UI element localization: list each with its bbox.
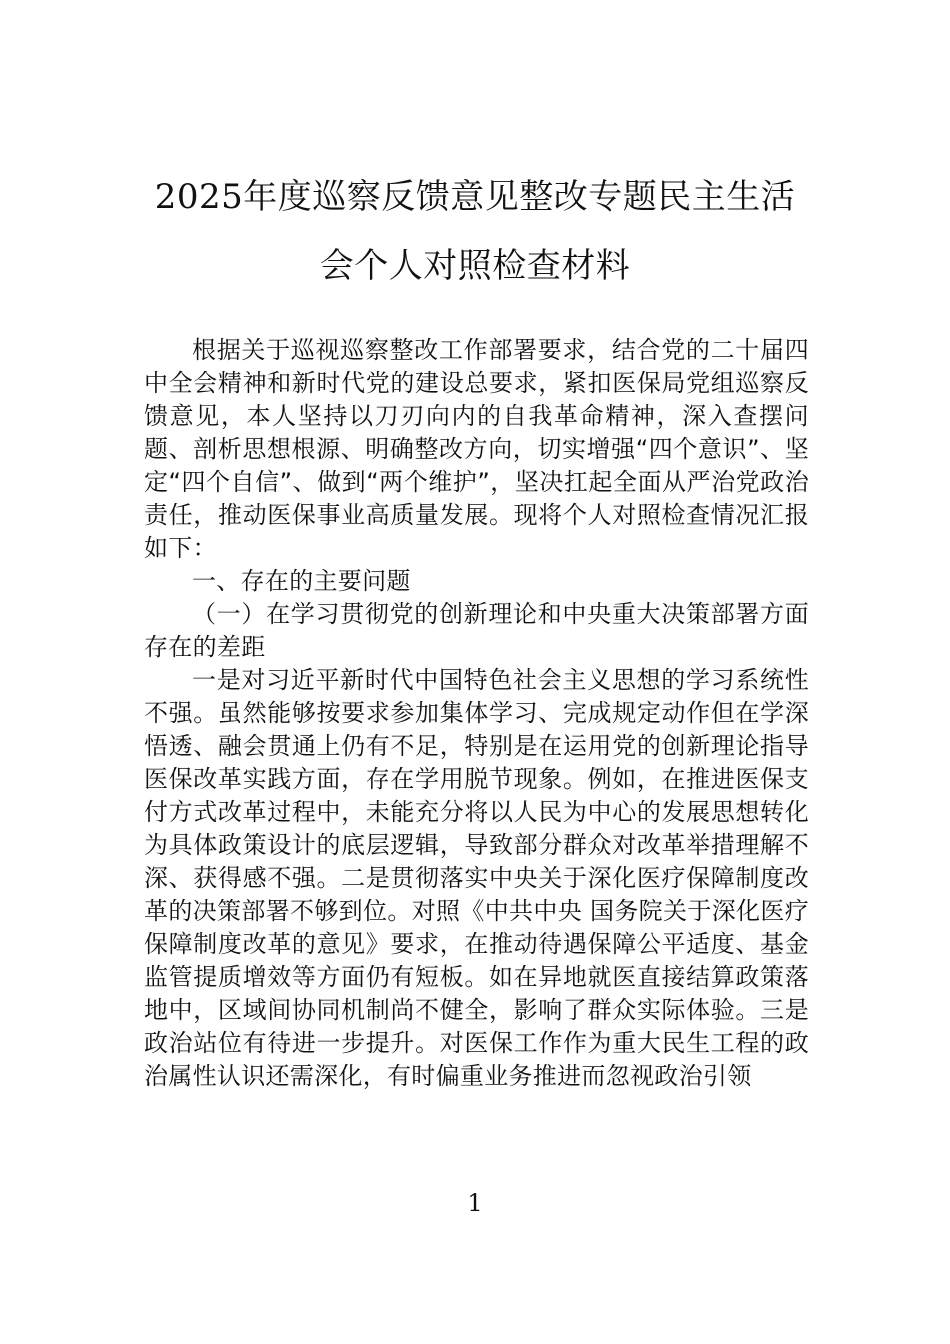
intro-paragraph: 根据关于巡视巡察整改工作部署要求，结合党的二十届四中全会精神和新时代党的建设总要求，紧扣医保局党组巡察反馈意见，本人坚持以刀刃向内的自我革命精神，深入查摆问题、剖析思想根源、明确整改方向，切实增强“四个意识”、坚定“四个自信”、做到“两个维护”，坚决扛起全面从严治党政治责任，推动医保事业高质量发展。现将个人对照检查情况汇报如下： xyxy=(144,336,809,562)
body-paragraph: 一是对习近平新时代中国特色社会主义思想的学习系统性不强。虽然能够按要求参加集体学习、完成规定动作但在学深悟透、融会贯通上仍有不足，特别是在运用党的创新理论指导医保改革实践方面，存在学用脱节现象。例如，在推进医保支付方式改革过程中，未能充分将以人民为中心的发展思想转化为具体政策设计的底层逻辑，导致部分群众对改革举措理解不深、获得感不强。二是贯彻落实中央关于深化医疗保障制度改革的决策部署不够到位。对照《中共中央 国务院关于深化医疗保障制度改革的意见》要求，在推动待遇保障公平适度、基金监管提质增效等方面仍有短板。如在异地就医直接结算政策落地中，区域间协同机制尚不健全，影响了群众实际体验。三是政治站位有待进一步提升。对医保工作作为重大民生工程的政治属性认识还需深化，有时偏重业务推进而忽视政治引领 xyxy=(144,666,809,1090)
document-body xyxy=(144,334,809,1093)
subsection-heading: （一）在学习贯彻党的创新理论和中央重大决策部署方面存在的差距 xyxy=(144,600,809,661)
document-title-line2: 会个人对照检查材料 xyxy=(319,246,631,286)
page-number: 1 xyxy=(467,1189,483,1217)
document-title-line1: 2025年度巡察反馈意见整改专题民主生活 xyxy=(154,177,796,217)
section-heading: 一、存在的主要问题 xyxy=(192,567,411,595)
